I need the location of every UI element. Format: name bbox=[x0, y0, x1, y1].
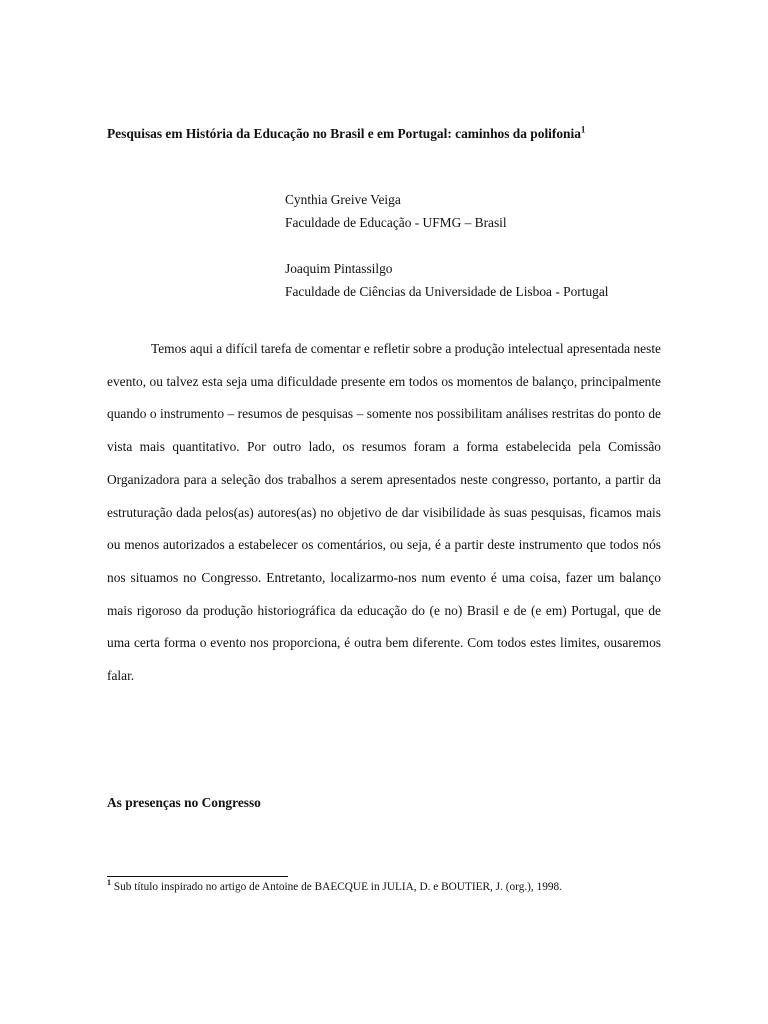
author-block-2 bbox=[285, 257, 609, 303]
footnote bbox=[107, 879, 707, 895]
footnote-divider bbox=[107, 876, 288, 877]
author-affiliation: Faculdade de Ciências da Universidade de Lisboa - Portugal bbox=[285, 284, 609, 299]
section-heading: As presenças no Congresso bbox=[107, 795, 261, 810]
title-footnote-marker: 1 bbox=[580, 124, 586, 135]
document-title-text: Pesquisas em História da Educação no Brasil e em Portugal: caminhos da polifonia bbox=[107, 126, 581, 141]
author-name: Cynthia Greive Veiga bbox=[285, 192, 401, 207]
author-block-1 bbox=[285, 188, 507, 234]
footnote-text: Sub título inspirado no artigo de Antoine de BAECQUE in JULIA, D. e BOUTIER, J. (org.), 1998. bbox=[111, 881, 562, 893]
body-paragraph: Temos aqui a difícil tarefa de comentar e refletir sobre a produção intelectual apresentada neste evento, ou talvez esta seja uma dificuldade presente em todos os momentos de balanço, principalmente quando o instrumento – resumos de pesquisas – somente nos possibilitam análises restritas do ponto de vista mais quantitativo. Por outro lado, os resumos foram a forma estabelecida pela Comissão Organizadora para a seleção dos trabalhos a serem apresentados neste congresso, portanto, a partir da estruturação dada pelos(as) autores(as) no objetivo de dar visibilidade às suas pesquisas, ficamos mais ou menos autorizados a estabelecer os comentários, ou seja, é a partir deste instrumento que todos nós nos situamos no Congresso. Entretanto, localizarmo-nos num evento é uma coisa, fazer um balanço mais rigoroso da produção historiográfica da educação do (e no) Brasil e de (e em) Portugal, que de uma certa forma o evento nos proporciona, é outra bem diferente. Com todos estes limites, ousaremos falar. bbox=[107, 341, 661, 684]
author-affiliation: Faculdade de Educação - UFMG – Brasil bbox=[285, 215, 507, 230]
document-title bbox=[107, 124, 667, 144]
footnote-marker: 1 bbox=[107, 878, 111, 888]
author-name: Joaquim Pintassilgo bbox=[285, 261, 393, 276]
